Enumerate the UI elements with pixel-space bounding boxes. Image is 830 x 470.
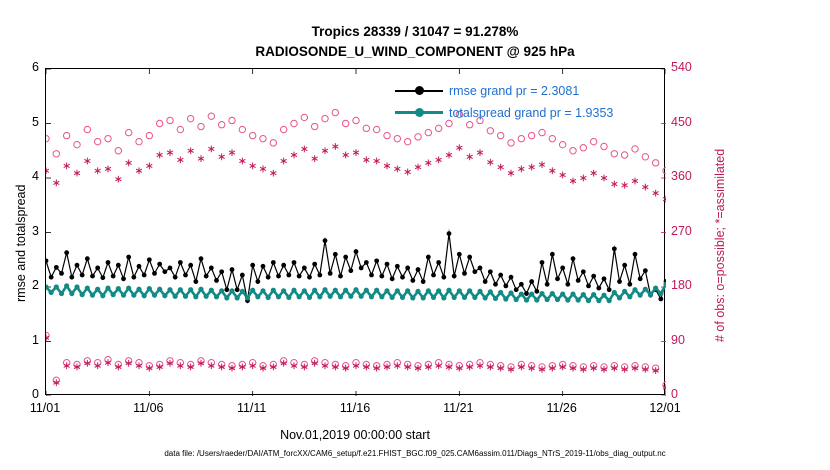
y-tick-right: 90 — [671, 332, 685, 347]
x-tick: 11/16 — [339, 401, 371, 415]
legend-label-rmse: rmse grand pr = 2.3081 — [449, 84, 580, 98]
y-tick-right: 450 — [671, 114, 692, 129]
y-tick-left: 4 — [32, 169, 39, 183]
title-line-1: Tropics 28339 / 31047 = 91.278% — [311, 24, 519, 39]
y-tick-left: 6 — [32, 60, 39, 74]
x-tick: 11/21 — [443, 401, 474, 415]
x-tick: 11/26 — [546, 401, 577, 415]
y-tick-right: 0 — [671, 387, 678, 401]
y-tick-left: 0 — [32, 387, 39, 401]
x-tick: 11/06 — [133, 401, 164, 415]
legend-marker-rmse — [395, 84, 443, 98]
title-line-2: RADIOSONDE_U_WIND_COMPONENT @ 925 hPa — [255, 44, 575, 59]
y-tick-left: 3 — [32, 223, 39, 238]
y-axis-right-label: # of obs: o=possible; *=assimilated — [713, 148, 727, 342]
x-tick: 12/01 — [649, 401, 681, 415]
data-file-footer: data file: /Users/raeder/DAI/ATM_forcXX/CAM6_setup/f.e21.FHIST_BGC.f09_025.CAM6assim.011/Diags_NTrS_2019-11/obs_diag_output.nc — [164, 449, 666, 458]
x-tick: 11/11 — [236, 401, 267, 415]
legend-marker-totalspread — [395, 106, 443, 120]
legend-item-totalspread — [395, 102, 613, 124]
y-tick-right: 360 — [671, 169, 692, 183]
x-axis-label: Nov.01,2019 00:00:00 start — [280, 428, 430, 442]
legend-item-rmse — [395, 80, 613, 102]
y-tick-left: 2 — [32, 278, 39, 292]
y-tick-left: 1 — [32, 332, 39, 347]
y-tick-left: 5 — [32, 114, 39, 129]
chart-legend — [395, 80, 613, 124]
x-tick: 11/01 — [29, 401, 61, 415]
y-tick-right: 270 — [671, 223, 692, 238]
legend-label-totalspread: totalspread grand pr = 1.9353 — [449, 106, 614, 120]
y-tick-right: 180 — [671, 278, 692, 292]
page-title — [0, 22, 830, 62]
y-tick-right: 540 — [671, 60, 692, 74]
y-axis-left-label: rmse and totalspread — [14, 184, 28, 302]
